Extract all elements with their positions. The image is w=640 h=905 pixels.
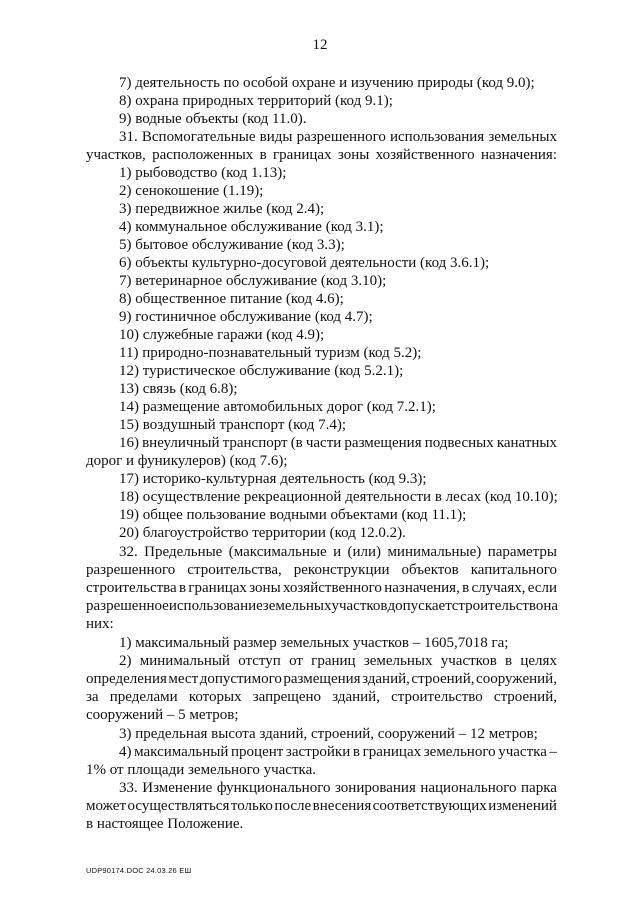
word: использования bbox=[390, 129, 485, 145]
text-line bbox=[119, 129, 557, 146]
text-line: сооружений – 5 метров; bbox=[86, 707, 239, 723]
word: 16) bbox=[119, 435, 139, 451]
text-line: 1% от площади земельного участка. bbox=[86, 762, 316, 778]
text-line: них: bbox=[86, 616, 114, 632]
text-line: 15) воздушный транспорт (код 7.4); bbox=[119, 417, 347, 433]
word: допустимого bbox=[199, 671, 282, 687]
word: в bbox=[462, 580, 470, 596]
text-line: 18) осуществление рекреационной деятельности в лесах (код 10.10); bbox=[119, 489, 558, 505]
word: разрешенного bbox=[296, 129, 386, 145]
word: хозяйственного bbox=[375, 147, 475, 163]
word: от bbox=[289, 653, 303, 669]
word: виды bbox=[259, 129, 293, 145]
word: транспорт bbox=[222, 435, 288, 451]
text-line: 7) деятельность по особой охране и изучению природы (код 9.0); bbox=[119, 75, 535, 91]
text-line: 14) размещение автомобильных дорог (код 7.2.1); bbox=[119, 399, 436, 415]
word: строений, bbox=[493, 689, 557, 705]
text-line bbox=[86, 689, 557, 706]
word: части bbox=[305, 435, 342, 451]
word: хозяйственного bbox=[282, 580, 382, 596]
word: сооружений, bbox=[476, 671, 557, 687]
word: 32. bbox=[119, 544, 138, 560]
text-line: 4) коммунальное обслуживание (код 3.1); bbox=[119, 219, 384, 235]
text-line: 10) служебные гаражи (код 4.9); bbox=[119, 327, 325, 343]
text-line bbox=[86, 562, 557, 579]
word: после bbox=[274, 798, 312, 814]
text-line bbox=[86, 598, 557, 615]
word: 2) bbox=[119, 653, 132, 669]
word: и bbox=[333, 544, 342, 560]
text-line: 17) историко-культурная деятельность (код 9.3); bbox=[119, 471, 427, 487]
word: зданий, bbox=[362, 671, 410, 687]
word: процент bbox=[231, 744, 284, 760]
word: национального bbox=[420, 780, 517, 796]
word: участков, bbox=[86, 147, 146, 163]
word: (в bbox=[290, 435, 303, 451]
text-line bbox=[119, 653, 557, 670]
word: границах bbox=[273, 147, 332, 163]
word: размещения bbox=[283, 671, 361, 687]
text-line: 13) связь (код 6.8); bbox=[119, 381, 238, 397]
word: допускает bbox=[387, 598, 452, 614]
text-line bbox=[119, 780, 557, 797]
text-line bbox=[119, 544, 557, 561]
word: за bbox=[86, 689, 99, 705]
word: земельных bbox=[488, 129, 557, 145]
word: Предельные bbox=[144, 544, 223, 560]
word: строительства, bbox=[187, 562, 282, 578]
text-line: 8) общественное питание (код 4.6); bbox=[119, 291, 344, 307]
word: соответствующих bbox=[372, 798, 487, 814]
word: (максимальные bbox=[228, 544, 327, 560]
text-line: в настоящее Положение. bbox=[86, 816, 244, 832]
word: только bbox=[230, 798, 273, 814]
word: целях bbox=[520, 653, 557, 669]
word: земельных bbox=[262, 598, 332, 614]
word: запрещено bbox=[252, 689, 322, 705]
text-line: 6) объекты культурно-досуговой деятельности (код 3.6.1); bbox=[119, 255, 490, 271]
word: минимальный bbox=[139, 653, 230, 669]
word: на bbox=[543, 598, 559, 614]
text-line: 9) водные объекты (код 11.0). bbox=[119, 111, 307, 127]
word: разрешенное bbox=[86, 598, 169, 614]
word: границ bbox=[311, 653, 356, 669]
word: в bbox=[352, 744, 360, 760]
word: использование bbox=[168, 598, 263, 614]
text-line: 11) природно-познавательный туризм (код 5.2); bbox=[119, 345, 422, 361]
word: внеуличный bbox=[142, 435, 220, 451]
word: параметры bbox=[487, 544, 557, 560]
text-line: 12) туристическое обслуживание (код 5.2.1); bbox=[119, 363, 404, 379]
page-number: 12 bbox=[312, 37, 328, 53]
word: участка bbox=[498, 744, 547, 760]
word: 4) bbox=[119, 744, 132, 760]
word: 31. bbox=[119, 129, 138, 145]
text-line: 7) ветеринарное обслуживание (код 3.10); bbox=[119, 273, 387, 289]
text-line bbox=[119, 744, 557, 761]
text-line bbox=[119, 435, 557, 452]
text-line: 3) предельная высота зданий, строений, сооружений – 12 метров; bbox=[119, 726, 538, 742]
word: расположенных bbox=[152, 147, 254, 163]
text-line: 1) максимальный размер земельных участков – 1605,7018 га; bbox=[119, 635, 509, 651]
word: которых bbox=[188, 689, 242, 705]
text-line: 5) бытовое обслуживание (код 3.3); bbox=[119, 237, 345, 253]
word: застройки bbox=[285, 744, 351, 760]
word: – bbox=[549, 744, 557, 760]
footer-doc-id: UDP90174.DOC 24.03.26 ЕШ bbox=[86, 866, 192, 875]
word: изменений bbox=[488, 798, 557, 814]
word: если bbox=[527, 580, 557, 596]
text-line: дорог и фуникулеров) (код 7.6); bbox=[86, 453, 288, 469]
word: определения bbox=[86, 671, 167, 687]
word: строительство bbox=[451, 598, 544, 614]
word: канатных bbox=[496, 435, 557, 451]
word: может bbox=[86, 798, 126, 814]
word: зоны bbox=[249, 580, 281, 596]
word: капитального bbox=[470, 562, 557, 578]
word: земельного bbox=[423, 744, 496, 760]
word: Изменение bbox=[142, 780, 213, 796]
word: в bbox=[179, 580, 187, 596]
word: границах bbox=[188, 580, 247, 596]
word: реконструкции bbox=[293, 562, 390, 578]
word: мест bbox=[168, 671, 199, 687]
word: Вспомогательные bbox=[141, 129, 256, 145]
word: участков bbox=[440, 653, 497, 669]
word: размещения bbox=[344, 435, 422, 451]
word: 33. bbox=[119, 780, 138, 796]
word: участков bbox=[331, 598, 388, 614]
text-line: 8) охрана природных территорий (код 9.1); bbox=[119, 93, 393, 109]
word: зоны bbox=[337, 147, 370, 163]
word: разрешенного bbox=[86, 562, 176, 578]
word: объектов bbox=[401, 562, 459, 578]
text-line: 9) гостиничное обслуживание (код 4.7); bbox=[119, 309, 373, 325]
text-line bbox=[86, 671, 557, 688]
text-line: 1) рыбоводство (код 1.13); bbox=[119, 165, 287, 181]
word: отступ bbox=[238, 653, 281, 669]
word: границах bbox=[362, 744, 422, 760]
word: пределами bbox=[109, 689, 178, 705]
word: функционального bbox=[216, 780, 331, 796]
word: строительства bbox=[86, 580, 177, 596]
text-line bbox=[86, 147, 557, 164]
word: назначения, bbox=[384, 580, 460, 596]
word: минимальные) bbox=[387, 544, 482, 560]
word: строений, bbox=[411, 671, 475, 687]
word: случаях, bbox=[471, 580, 526, 596]
text-line: 19) общее пользование водными объектами (код 11.1); bbox=[119, 507, 467, 523]
word: в bbox=[505, 653, 513, 669]
word: зданий, bbox=[332, 689, 380, 705]
word: в bbox=[259, 147, 267, 163]
text-line: 2) сенокошение (1.19); bbox=[119, 183, 264, 199]
text-line bbox=[86, 580, 557, 597]
text-line: 20) благоустройство территории (код 12.0.2). bbox=[119, 525, 406, 541]
word: зонирования bbox=[334, 780, 416, 796]
word: парка bbox=[521, 780, 557, 796]
word: (или) bbox=[347, 544, 382, 560]
text-line bbox=[86, 798, 557, 815]
word: максимальный bbox=[134, 744, 229, 760]
word: осуществляться bbox=[127, 798, 230, 814]
text-line: 3) передвижное жилье (код 2.4); bbox=[119, 201, 325, 217]
word: подвесных bbox=[424, 435, 494, 451]
word: земельных bbox=[363, 653, 433, 669]
word: внесения bbox=[312, 798, 372, 814]
word: строительство bbox=[391, 689, 483, 705]
word: назначения: bbox=[480, 147, 557, 163]
